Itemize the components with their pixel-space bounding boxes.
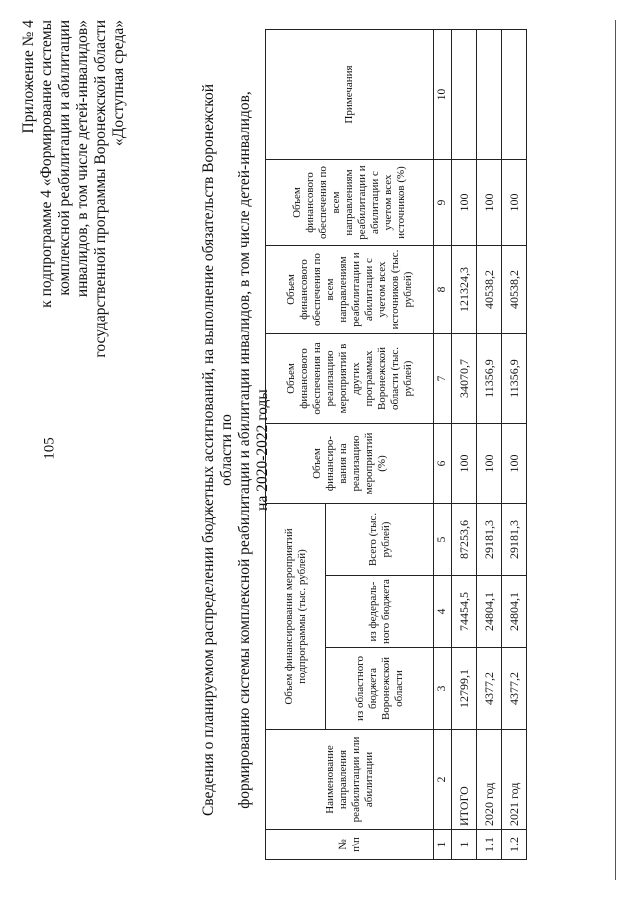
heading-line: на 2020-2022 годы xyxy=(254,389,271,511)
document-sheet xyxy=(20,20,620,880)
column-number: 1 xyxy=(434,830,452,860)
table-row xyxy=(502,30,527,860)
cell-all-directions: 40538,2 xyxy=(502,246,527,334)
cell-federal: 24804,1 xyxy=(477,576,502,648)
appendix-line: государственной программы Воронежской области xyxy=(92,20,109,358)
cell-num: 1.2 xyxy=(502,830,527,860)
cell-total: 29181,3 xyxy=(477,504,502,576)
cell-all-directions-pct: 100 xyxy=(477,160,502,246)
cell-notes xyxy=(452,30,477,160)
appendix-line: Приложение № 4 xyxy=(20,20,37,134)
page-number: 105 xyxy=(41,437,58,460)
cell-all-directions-pct: 100 xyxy=(502,160,527,246)
header-financing-group: Объем финансирования мероприятий подпрограммы (тыс. рублей) xyxy=(266,504,326,730)
header-name: Наименование направления реабилитации или абилитации xyxy=(266,730,434,830)
cell-volume-pct: 100 xyxy=(502,424,527,504)
cell-regional: 4377,2 xyxy=(477,648,502,730)
cell-regional: 4377,2 xyxy=(502,648,527,730)
column-number-row xyxy=(434,30,452,860)
column-number: 4 xyxy=(434,576,452,648)
table-row xyxy=(477,30,502,860)
header-total: Всего (тыс. рублей) xyxy=(326,504,434,576)
cell-name: ИТОГО xyxy=(452,730,477,830)
appendix-line: комплексной реабилитации и абилитации xyxy=(56,20,73,296)
column-number: 10 xyxy=(434,30,452,160)
cell-volume-pct: 100 xyxy=(477,424,502,504)
cell-notes xyxy=(477,30,502,160)
cell-other-programs: 11356,9 xyxy=(477,334,502,424)
header-notes: Примечания xyxy=(266,30,434,160)
header-num: № п\п xyxy=(266,830,434,860)
cell-total: 29181,3 xyxy=(502,504,527,576)
cell-other-programs: 11356,9 xyxy=(502,334,527,424)
financing-table xyxy=(265,29,527,860)
header-all-directions: Объем финансового обеспечения по всем направлениям реабилитации и абилитации с учетом всех источников (тыс. рублей) xyxy=(266,246,434,334)
cell-notes xyxy=(502,30,527,160)
column-number: 3 xyxy=(434,648,452,730)
appendix-line: к подпрограмме 4 «Формирование системы xyxy=(38,20,55,308)
document-heading xyxy=(200,60,272,840)
cell-num: 1.1 xyxy=(477,830,502,860)
cell-total: 87253,6 xyxy=(452,504,477,576)
header-volume-pct: Объем финансиро-вания на реализацию мероприятий (%) xyxy=(266,424,434,504)
cell-federal: 24804,1 xyxy=(502,576,527,648)
cell-name: 2020 год xyxy=(477,730,502,830)
cell-name: 2021 год xyxy=(502,730,527,830)
appendix-caption xyxy=(20,20,128,410)
appendix-line: «Доступная среда» xyxy=(110,20,127,146)
column-number: 6 xyxy=(434,424,452,504)
column-number: 9 xyxy=(434,160,452,246)
appendix-line: инвалидов, в том числе детей-инвалидов» xyxy=(74,20,91,298)
header-all-directions-pct: Объем финансового обеспечения по всем направлениям реабилитации и абилитации с учетом всех источников (%) xyxy=(266,160,434,246)
column-number: 7 xyxy=(434,334,452,424)
column-number: 8 xyxy=(434,246,452,334)
cell-all-directions: 40538,2 xyxy=(477,246,502,334)
header-regional: из областного бюджета Воронежской области xyxy=(326,648,434,730)
cell-volume-pct: 100 xyxy=(452,424,477,504)
scan-edge-line xyxy=(615,20,616,880)
column-number: 2 xyxy=(434,730,452,830)
cell-regional: 12799,1 xyxy=(452,648,477,730)
cell-all-directions-pct: 100 xyxy=(452,160,477,246)
cell-num: 1 xyxy=(452,830,477,860)
heading-line: формированию системы комплексной реабилитации и абилитации инвалидов, в том числе детей-инвалидов, xyxy=(236,91,253,809)
header-other-programs: Объем финансового обеспечения на реализацию мероприятий в других программах Воронежской области (тыс. рублей) xyxy=(266,334,434,424)
cell-all-directions: 121324,3 xyxy=(452,246,477,334)
cell-federal: 74454,5 xyxy=(452,576,477,648)
heading-line: Сведения о планируемом распределении бюджетных ассигнований, на выполнение обязательств Воронежской области по xyxy=(200,83,235,817)
cell-other-programs: 34070,7 xyxy=(452,334,477,424)
header-federal: из федераль-ного бюджета xyxy=(326,576,434,648)
column-number: 5 xyxy=(434,504,452,576)
table-row xyxy=(452,30,477,860)
